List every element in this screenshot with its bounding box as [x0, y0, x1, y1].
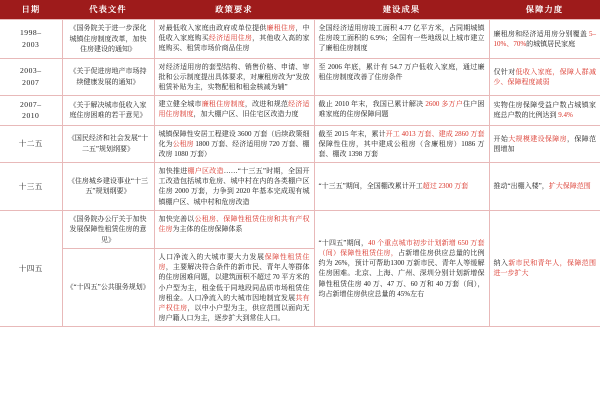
- column-header-result: 建设成果: [314, 0, 489, 20]
- cell-date: 十四五: [0, 210, 62, 326]
- cell-policy: 人口净流入的大城市要大力发展保障性租赁住房，主要解决符合条件的新市民、青年人等群体的住房困难问题，以建筑面积不超过 70 平方米的小户型为主，租金低于同地段同品质市场租赁住房租金。人口净流入的大城市因地制宜发展共有产权住房，以中小户型为主，供应范围以面向无房户籍人口为主，逐步扩大到常住人口。: [154, 249, 314, 327]
- cell-coverage: 纳入新市民和青年人，保障范围进一步扩大: [489, 210, 600, 326]
- table-row: [0, 163, 600, 211]
- table-row: [0, 210, 600, 249]
- table-row: [0, 125, 600, 162]
- column-header-coverage: 保障力度: [489, 0, 600, 20]
- cell-coverage: 推动“出棚入楼”，扩大保障范围: [489, 163, 600, 211]
- table-header: [0, 0, 600, 20]
- cell-document: 《国务院关于进一步深化城镇住房制度改革，加快住房建设的通知》: [62, 20, 154, 59]
- cell-policy: 城镇保障性安居工程建设 3600 万套（后续政策细化为公租房 1800 万套、经济适用房 720 万套、棚改房 1080 万套）: [154, 125, 314, 162]
- cell-result: “十三五”期间，全国棚改累计开工超过 2300 万套: [314, 163, 489, 211]
- highlight-text: 大规模建设保障房: [508, 134, 567, 143]
- highlight-text: 公租房: [172, 139, 194, 148]
- cell-document: 《关于解决城市低收入家庭住房困难的若干意见》: [62, 95, 154, 125]
- cell-policy: 对最低收入家庭由政府或单位提供廉租住房，中低收入家庭购买经济适用住房，其他收入高的家庭购买、租赁市场价商品住房: [154, 20, 314, 59]
- column-header-policy: 政策要求: [154, 0, 314, 20]
- cell-result: 截止 2010 年末，我国已累计解决 2600 多万户住户困难家庭的住房保障问题: [314, 95, 489, 125]
- table-body: [0, 20, 600, 327]
- highlight-text: 保障性租赁住房: [158, 253, 310, 272]
- highlight-text: 2600 多万户: [425, 99, 464, 108]
- column-header-document: 代表文件: [62, 0, 154, 20]
- cell-document: 《住房城乡建设事业“十三五”规划纲要》: [62, 163, 154, 211]
- highlight-text: 5–10%、70%: [493, 29, 596, 48]
- table-row: [0, 95, 600, 125]
- cell-policy: 加快推进棚户区改造……“十三五”时期，全国开工改造包括城市危房、城中村在内的各类棚户区住房 2000 万套，力争到 2020 年基本完成现有城镇棚户区、城中村和危房改造: [154, 163, 314, 211]
- cell-policy: 加快完善以公租房、保障性租赁住房和共有产权住房为主体的住房保障体系: [154, 210, 314, 249]
- header-row: [0, 0, 600, 20]
- highlight-text: 廉租住房: [266, 24, 296, 32]
- cell-policy: 建立健全城市廉租住房制度，改进和规范经济适用住房制度，加大棚户区、旧住宅区改造力度: [154, 95, 314, 125]
- highlight-text: 棚户区改造: [187, 167, 224, 176]
- highlight-text: 低收入家庭，保障人群减少、保障程度减弱: [493, 67, 597, 86]
- cell-result: “十四五”期间，40 个重点城市初步计划新增 650 万套（间）保障性租赁住房，占新增住房供应总量的比例约为 26%，预计可帮助1300 万新市民、青年人等缓解住房困难。北京、上海、广州、深圳分别计划新增保障性租赁住房 40 万、47 万、60 万和 40 万套（间），均占新增住房供应总量的 45%左右: [314, 210, 489, 326]
- highlight-text: 公租房、保障性租赁住房和共有产权住房: [158, 214, 310, 233]
- highlight-text: 廉租住房制度: [201, 99, 245, 108]
- cell-document: 《国务院办公厅关于加快发展保障性租赁住房的意见》: [62, 210, 154, 249]
- cell-date: 2003– 2007: [0, 58, 62, 95]
- column-header-date: 日期: [0, 0, 62, 20]
- highlight-text: 经济适用住房制度: [158, 99, 310, 119]
- cell-result: 至 2006 年底，累计有 54.7 万户低收入家庭，通过廉租住房制度改善了住房条件: [314, 58, 489, 95]
- highlight-text: 经济适用住房: [208, 34, 253, 43]
- cell-result: 截至 2015 年末，累计开工 4013 万套、建成 2860 万套保障性住房，其中建成公租房（含廉租房）1086 万套、棚改 1398 万套: [314, 125, 489, 162]
- highlight-text: 扩大保障范围: [548, 182, 591, 191]
- cell-policy: 对经济适用房的套型结构、销售价格、申请、审批和公示制度提出具体要求，对廉租房改为“发放租赁补贴为主，实物配租和租金核减为辅”: [154, 58, 314, 95]
- highlight-text: 共有产权住房: [158, 293, 310, 312]
- table-row: [0, 20, 600, 59]
- cell-document: 《关于促进房地产市场持续健康发展的通知》: [62, 58, 154, 95]
- cell-coverage: 开始大规模建设保障房，保障范围增加: [489, 125, 600, 162]
- highlight-text: 9.4%: [558, 111, 573, 120]
- table-row: [0, 58, 600, 95]
- highlight-text: 新市民和青年人，保障范围进一步扩大: [493, 259, 597, 278]
- cell-coverage: 仅针对低收入家庭，保障人群减少、保障程度减弱: [489, 58, 600, 95]
- cell-document: 《“十四五”公共服务规划》: [62, 249, 154, 327]
- cell-coverage: 廉租房和经济适用房分别覆盖 5–10%、70%的城镇居民家庭: [489, 20, 600, 59]
- highlight-text: 超过 2300 万套: [422, 182, 469, 191]
- highlight-text: 40 个重点城市初步计划新增 650 万套（间）保障性租赁住房，: [318, 239, 485, 258]
- cell-date: 十三五: [0, 163, 62, 211]
- cell-date: 十二五: [0, 125, 62, 162]
- highlight-text: 开工 4013 万套、建成 2860 万套: [385, 129, 485, 138]
- cell-result: 全国经济适用房竣工面积 4.77 亿平方米，占同期城镇住房竣工面积的 6.9%；全国有一些地级以上城市建立了廉租住房制度: [314, 20, 489, 59]
- cell-date: 2007– 2010: [0, 95, 62, 125]
- cell-document: 《国民经济和社会发展“十二五”规划纲要》: [62, 125, 154, 162]
- cell-date: 1998– 2003: [0, 20, 62, 59]
- cell-coverage: 实物住房保障受益户数占城镇家庭总户数的比例达到 9.4%: [489, 95, 600, 125]
